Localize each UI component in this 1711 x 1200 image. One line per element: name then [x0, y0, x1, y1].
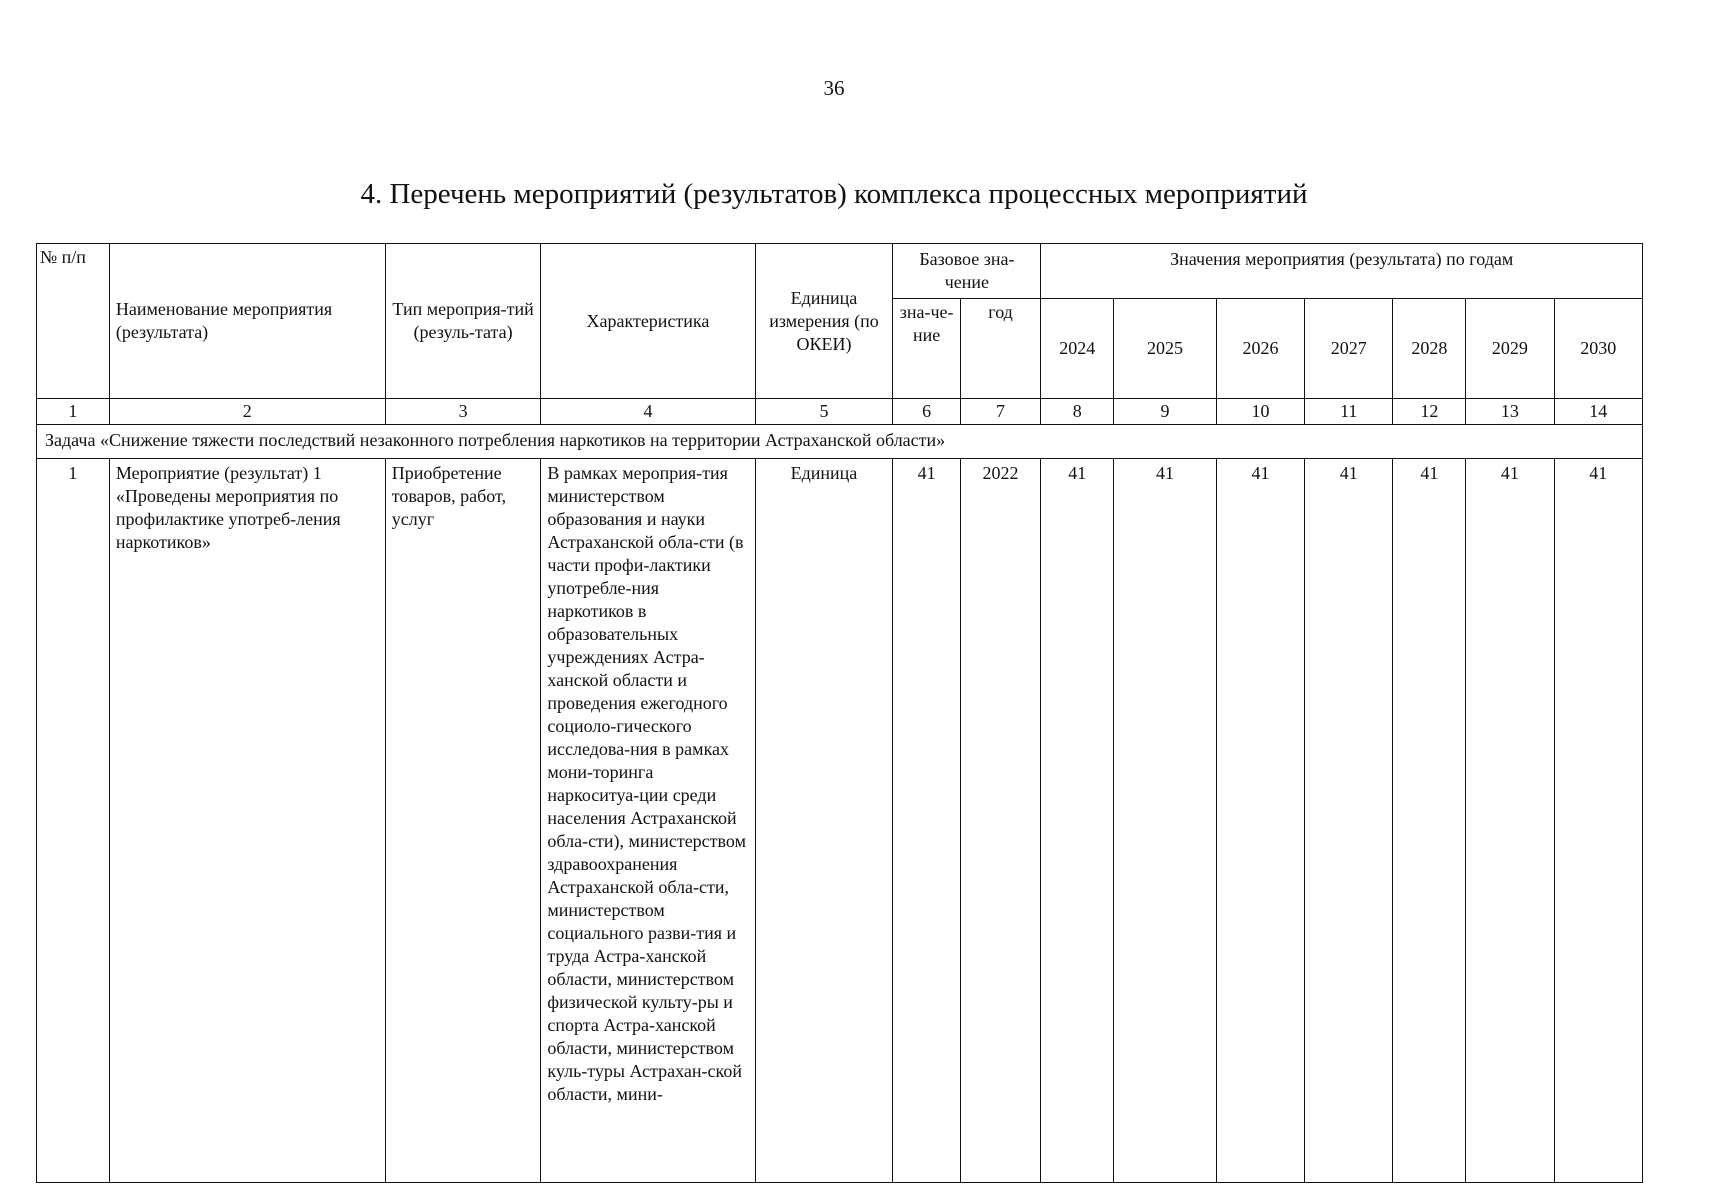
column-number: 13	[1466, 399, 1554, 425]
row-name: Мероприятие (результат) 1 «Проведены мероприятия по профилактике употреб-ления наркотиков»	[109, 459, 385, 1183]
column-number: 8	[1041, 399, 1114, 425]
row-value-2028: 41	[1393, 459, 1466, 1183]
header-unit: Единица измерения (по ОКЕИ)	[755, 244, 893, 399]
row-base-year: 2022	[960, 459, 1041, 1183]
header-year-2025: 2025	[1114, 299, 1217, 399]
column-number: 12	[1393, 399, 1466, 425]
header-year-2024: 2024	[1041, 299, 1114, 399]
header-num: № п/п	[37, 244, 110, 399]
header-base-group: Базовое зна-чение	[893, 244, 1041, 299]
row-unit: Единица	[755, 459, 893, 1183]
row-value-2027: 41	[1305, 459, 1393, 1183]
column-number: 1	[37, 399, 110, 425]
page-number: 36	[823, 76, 845, 100]
column-number: 10	[1216, 399, 1304, 425]
column-number: 2	[109, 399, 385, 425]
header-year-2027: 2027	[1305, 299, 1393, 399]
column-number-row	[37, 399, 1643, 425]
column-number: 5	[755, 399, 893, 425]
header-years-group: Значения мероприятия (результата) по годам	[1041, 244, 1643, 299]
header-base-value: зна-че-ние	[893, 299, 960, 399]
measures-table	[36, 243, 1643, 1183]
column-number: 11	[1305, 399, 1393, 425]
header-year-2029: 2029	[1466, 299, 1554, 399]
row-value-2024: 41	[1041, 459, 1114, 1183]
column-number: 4	[541, 399, 755, 425]
row-value-2029: 41	[1466, 459, 1554, 1183]
header-type: Тип мероприя-тий (резуль-тата)	[385, 244, 541, 399]
header-characteristic: Характеристика	[541, 244, 755, 399]
header-name: Наименование мероприятия (результата)	[109, 244, 385, 399]
column-number: 3	[385, 399, 541, 425]
header-row-1	[37, 244, 1643, 299]
column-number: 7	[960, 399, 1041, 425]
column-number: 14	[1554, 399, 1642, 425]
row-base-value: 41	[893, 459, 960, 1183]
row-value-2026: 41	[1216, 459, 1304, 1183]
row-value-2030: 41	[1554, 459, 1642, 1183]
header-base-year: год	[960, 299, 1041, 399]
document-title: 4. Перечень мероприятий (результатов) комплекса процессных мероприятий	[360, 178, 1308, 210]
header-year-2028: 2028	[1393, 299, 1466, 399]
task-row	[37, 425, 1643, 459]
header-year-2030: 2030	[1554, 299, 1642, 399]
task-title: Задача «Снижение тяжести последствий незаконного потребления наркотиков на территории Астраханской области»	[37, 425, 1643, 459]
column-number: 6	[893, 399, 960, 425]
row-value-2025: 41	[1114, 459, 1217, 1183]
row-characteristic: В рамках мероприя-тия министерством образования и науки Астраханской обла-сти (в части профи-лактики употребле-ния наркотиков в образовательных учреждениях Астра-ханской области и проведения ежегодного социоло-гического исследова-ния в рамках мони-торинга наркоситуа-ции среди населения Астраханской обла-сти), министерством здравоохранения Астраханской обла-сти, министерством социального разви-тия и труда Астра-ханской области, министерством физической культу-ры и спорта Астра-ханской области, министерством куль-туры Астрахан-ской области, мини-	[541, 459, 755, 1183]
row-number: 1	[37, 459, 110, 1183]
column-number: 9	[1114, 399, 1217, 425]
row-type: Приобретение товаров, работ, услуг	[385, 459, 541, 1183]
header-year-2026: 2026	[1216, 299, 1304, 399]
table-row	[37, 459, 1643, 1183]
